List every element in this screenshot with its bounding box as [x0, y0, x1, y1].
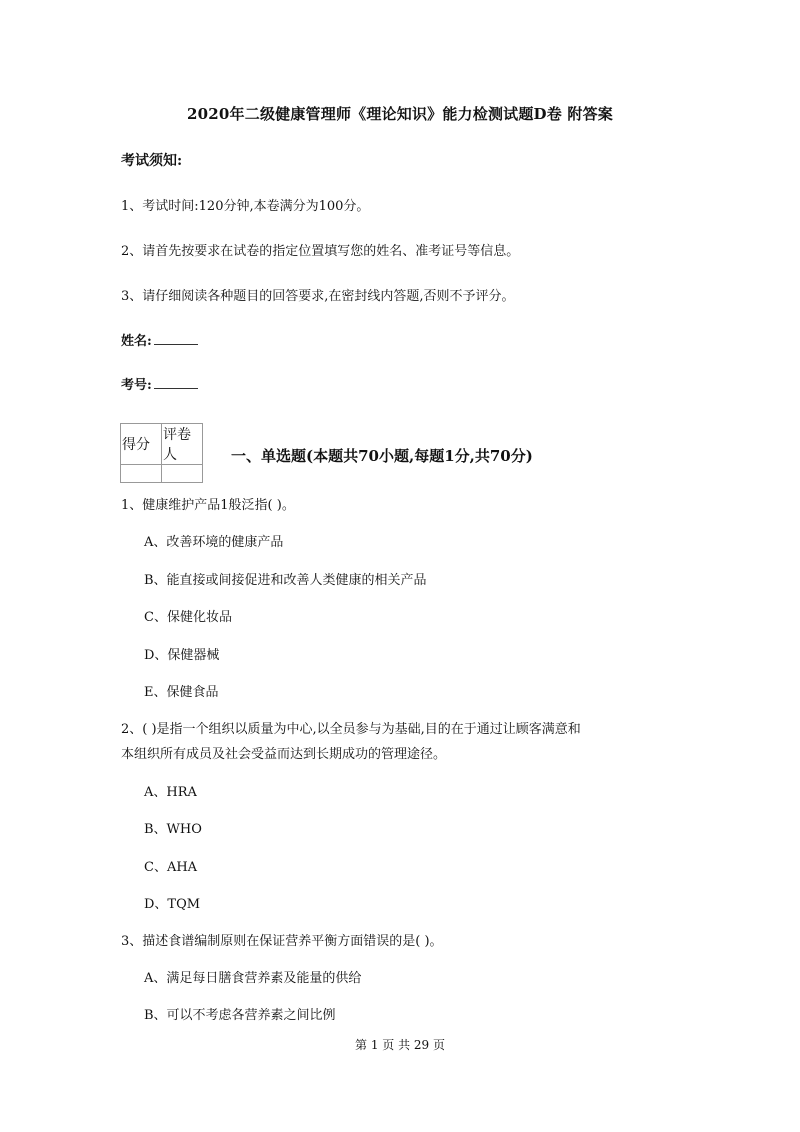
question-option: A、HRA: [144, 785, 197, 800]
notice-item: 3、请仔细阅读各种题目的回答要求,在密封线内答题,否则不予评分。: [121, 289, 515, 304]
question-option: A、改善环境的健康产品: [144, 535, 284, 550]
grader-cell[interactable]: [162, 465, 203, 483]
score-header: 得分: [121, 424, 162, 465]
question-stem-continued: 本组织所有成员及社会受益而达到长期成功的管理途径。: [121, 747, 447, 762]
notice-heading: 考试须知:: [121, 153, 183, 169]
grader-header: 评卷人: [162, 424, 203, 465]
exam-id-label: 考号:: [121, 378, 152, 393]
question-stem: 2、( )是指一个组织以质量为中心,以全员参与为基础,目的在于通过让顾客满意和: [121, 722, 581, 737]
page-title: 2020年二级健康管理师《理论知识》能力检测试题D卷 附答案: [187, 105, 613, 123]
question-option: B、WHO: [144, 822, 202, 837]
exam-id-field: [121, 374, 198, 393]
question-option: C、AHA: [144, 860, 198, 875]
question-option: B、可以不考虑各营养素之间比例: [144, 1008, 336, 1023]
question-option: C、保健化妆品: [144, 610, 232, 625]
question-option: A、满足每日膳食营养素及能量的供给: [144, 971, 362, 986]
section-title: 一、单选题(本题共70小题,每题1分,共70分): [231, 447, 533, 465]
question-stem: 1、健康维护产品1般泛指( )。: [121, 498, 295, 513]
score-cell[interactable]: [121, 465, 162, 483]
question-option: D、TQM: [144, 897, 201, 912]
question-stem: 3、描述食谱编制原则在保证营养平衡方面错误的是( )。: [121, 934, 443, 949]
question-option: B、能直接或间接促进和改善人类健康的相关产品: [144, 573, 427, 588]
exam-id-blank[interactable]: [154, 376, 198, 389]
notice-item: 1、考试时间:120分钟,本卷满分为100分。: [121, 199, 370, 214]
score-table: [120, 423, 203, 483]
name-blank[interactable]: [154, 332, 198, 345]
name-field: [121, 330, 198, 349]
question-option: D、保健器械: [144, 648, 220, 663]
page-footer: 第 1 页 共 29 页: [355, 1038, 445, 1052]
notice-item: 2、请首先按要求在试卷的指定位置填写您的姓名、准考证号等信息。: [121, 244, 520, 259]
question-option: E、保健食品: [144, 685, 219, 700]
name-label: 姓名:: [121, 334, 152, 349]
